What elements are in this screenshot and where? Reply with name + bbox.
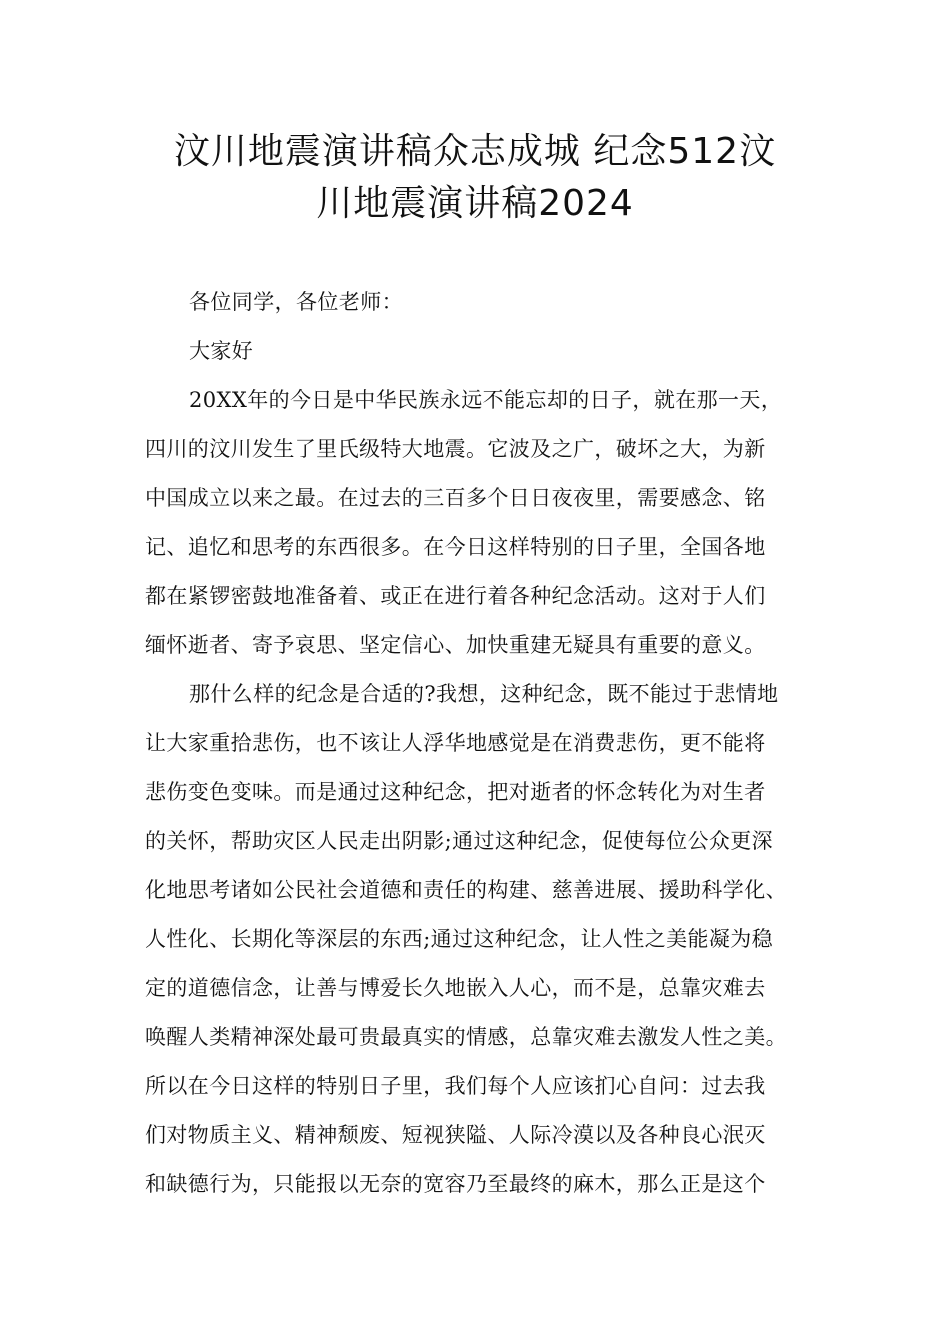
paragraph-1-line-6: 缅怀逝者、寄予哀思、坚定信心、加快重建无疑具有重要的意义。	[145, 633, 766, 657]
document-title	[150, 126, 800, 230]
paragraph-1-line-5: 都在紧锣密鼓地准备着、或正在进行着各种纪念活动。这对于人们	[145, 584, 766, 608]
greeting-line: 大家好	[189, 339, 254, 363]
paragraph-2-line-9: 所以在今日这样的特别日子里，我们每个人应该扪心自问：过去我	[145, 1074, 766, 1098]
paragraph-2-line-8: 唤醒人类精神深处最可贵最真实的情感，总靠灾难去激发人性之美。	[145, 1025, 787, 1049]
paragraph-2-line-1: 那什么样的纪念是合适的?我想，这种纪念，既不能过于悲情地	[189, 682, 779, 706]
paragraph-2-line-11: 和缺德行为，只能报以无奈的宽容乃至最终的麻木，那么正是这个	[145, 1172, 766, 1196]
paragraph-2-line-7: 定的道德信念，让善与博爱长久地嵌入人心，而不是，总靠灾难去	[145, 976, 766, 1000]
paragraph-2-line-4: 的关怀，帮助灾区人民走出阴影;通过这种纪念，促使每位公众更深	[145, 829, 774, 853]
title-line-1: 汶川地震演讲稿众志成城 纪念512汶	[173, 131, 777, 172]
paragraph-2-line-5: 化地思考诸如公民社会道德和责任的构建、慈善进展、援助科学化、	[145, 878, 787, 902]
paragraph-1-line-2: 四川的汶川发生了里氏级特大地震。它波及之广，破坏之大，为新	[145, 437, 766, 461]
document-body	[145, 278, 825, 1209]
paragraph-1-line-3: 中国成立以来之最。在过去的三百多个日日夜夜里，需要感念、铭	[145, 486, 766, 510]
salutation-line: 各位同学，各位老师：	[189, 290, 403, 314]
paragraph-1-line-1: 20XX年的今日是中华民族永远不能忘却的日子，就在那一天，	[189, 388, 783, 412]
paragraph-2-line-6: 人性化、长期化等深层的东西;通过这种纪念，让人性之美能凝为稳	[145, 927, 774, 951]
paragraph-2-line-3: 悲伤变色变味。而是通过这种纪念，把对逝者的怀念转化为对生者	[145, 780, 766, 804]
paragraph-2-line-10: 们对物质主义、精神颓废、短视狭隘、人际冷漠以及各种良心泯灭	[145, 1123, 766, 1147]
paragraph-2-line-2: 让大家重拾悲伤，也不该让人浮华地感觉是在消费悲伤，更不能将	[145, 731, 766, 755]
paragraph-1-line-4: 记、追忆和思考的东西很多。在今日这样特别的日子里，全国各地	[145, 535, 766, 559]
title-line-2: 川地震演讲稿2024	[316, 183, 634, 224]
